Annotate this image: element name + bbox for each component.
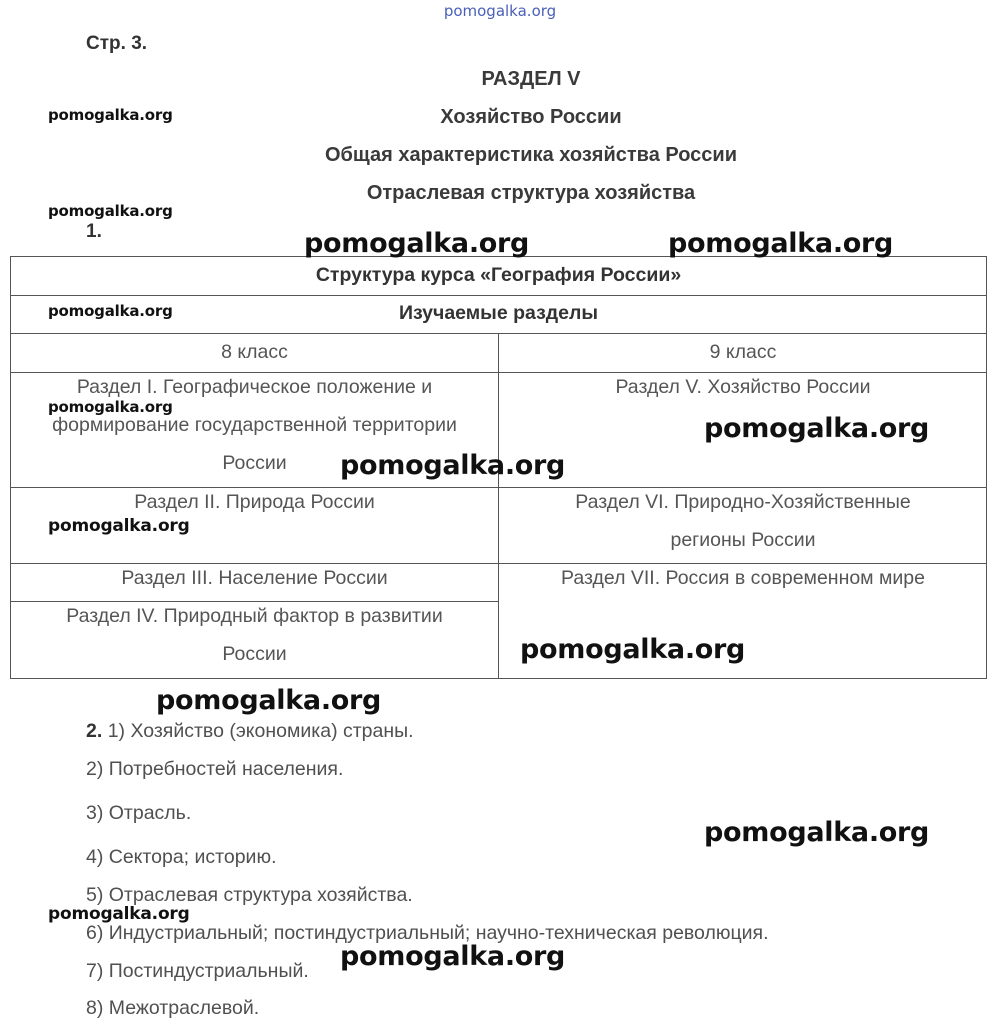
section-heading: РАЗДЕЛ V — [481, 68, 581, 90]
watermark-large: pomogalka.org — [520, 634, 746, 665]
cell-line: России — [222, 452, 287, 474]
table-title: Структура курса «География России» — [315, 264, 682, 286]
answer-item-4: 4) Сектора; историю. — [86, 846, 277, 868]
topic-heading: Отраслевая структура хозяйства — [366, 182, 696, 204]
top-watermark[interactable]: pomogalka.org — [443, 2, 557, 20]
watermark-large: pomogalka.org — [704, 817, 930, 848]
page-number: Стр. 3. — [86, 33, 148, 54]
watermark-large: pomogalka.org — [668, 228, 894, 259]
watermark-small: pomogalka.org — [48, 398, 173, 416]
grade-9-header: 9 класс — [709, 341, 777, 363]
answer-item-3: 3) Отрасль. — [86, 802, 192, 824]
answer-item-2: 2) Потребностей населения. — [86, 758, 344, 780]
answer-item-8: 8) Межотраслевой. — [86, 997, 260, 1019]
answer-item-7: 7) Постиндустриальный. — [86, 960, 309, 982]
watermark-small: pomogalka.org — [48, 904, 190, 924]
cell-line: Раздел II. Природа России — [134, 491, 375, 513]
table-cell-section-3 — [10, 559, 499, 597]
chapter-heading: Общая характеристика хозяйства России — [324, 144, 738, 166]
page-title: Хозяйство России — [440, 106, 622, 128]
grade-8-header: 8 класс — [221, 341, 288, 363]
cell-line: формирование государственной территории — [52, 414, 457, 436]
table-subtitle: Изучаемые разделы — [398, 302, 599, 324]
watermark-small: pomogalka.org — [48, 106, 173, 124]
watermark-large: pomogalka.org — [704, 413, 930, 444]
answer-item-1 — [86, 720, 414, 743]
cell-line: Раздел I. Географическое положение и — [76, 376, 433, 398]
watermark-small: pomogalka.org — [48, 202, 173, 220]
table-cell-section-5 — [499, 368, 987, 406]
cell-line: Раздел III. Население России — [121, 567, 388, 589]
watermark-large: pomogalka.org — [156, 685, 382, 716]
watermark-large: pomogalka.org — [340, 450, 566, 481]
answer-item-5: 5) Отраслевая структура хозяйства. — [86, 884, 413, 906]
cell-line: Раздел V. Хозяйство России — [615, 376, 871, 398]
watermark-large: pomogalka.org — [304, 228, 530, 259]
cell-line: Раздел VII. Россия в современном мире — [561, 567, 925, 589]
answer-text: 1) Хозяйство (экономика) страны. — [107, 720, 414, 742]
task-2-number: 2. — [86, 720, 103, 742]
watermark-large: pomogalka.org — [340, 941, 566, 972]
cell-line: Раздел IV. Природный фактор в развитии — [66, 605, 443, 627]
cell-line: России — [222, 643, 287, 665]
watermark-small: pomogalka.org — [48, 516, 190, 536]
cell-line: Раздел VI. Природно-Хозяйственные — [575, 491, 911, 513]
watermark-small: pomogalka.org — [48, 302, 173, 320]
answer-item-6: 6) Индустриальный; постиндустриальный; научно-техническая революция. — [86, 922, 769, 944]
cell-line: регионы России — [670, 529, 816, 551]
table-cell-section-4 — [10, 597, 499, 673]
task-1-number: 1. — [86, 221, 102, 242]
table-cell-section-7 — [499, 559, 987, 597]
table-cell-section-6 — [499, 483, 987, 559]
